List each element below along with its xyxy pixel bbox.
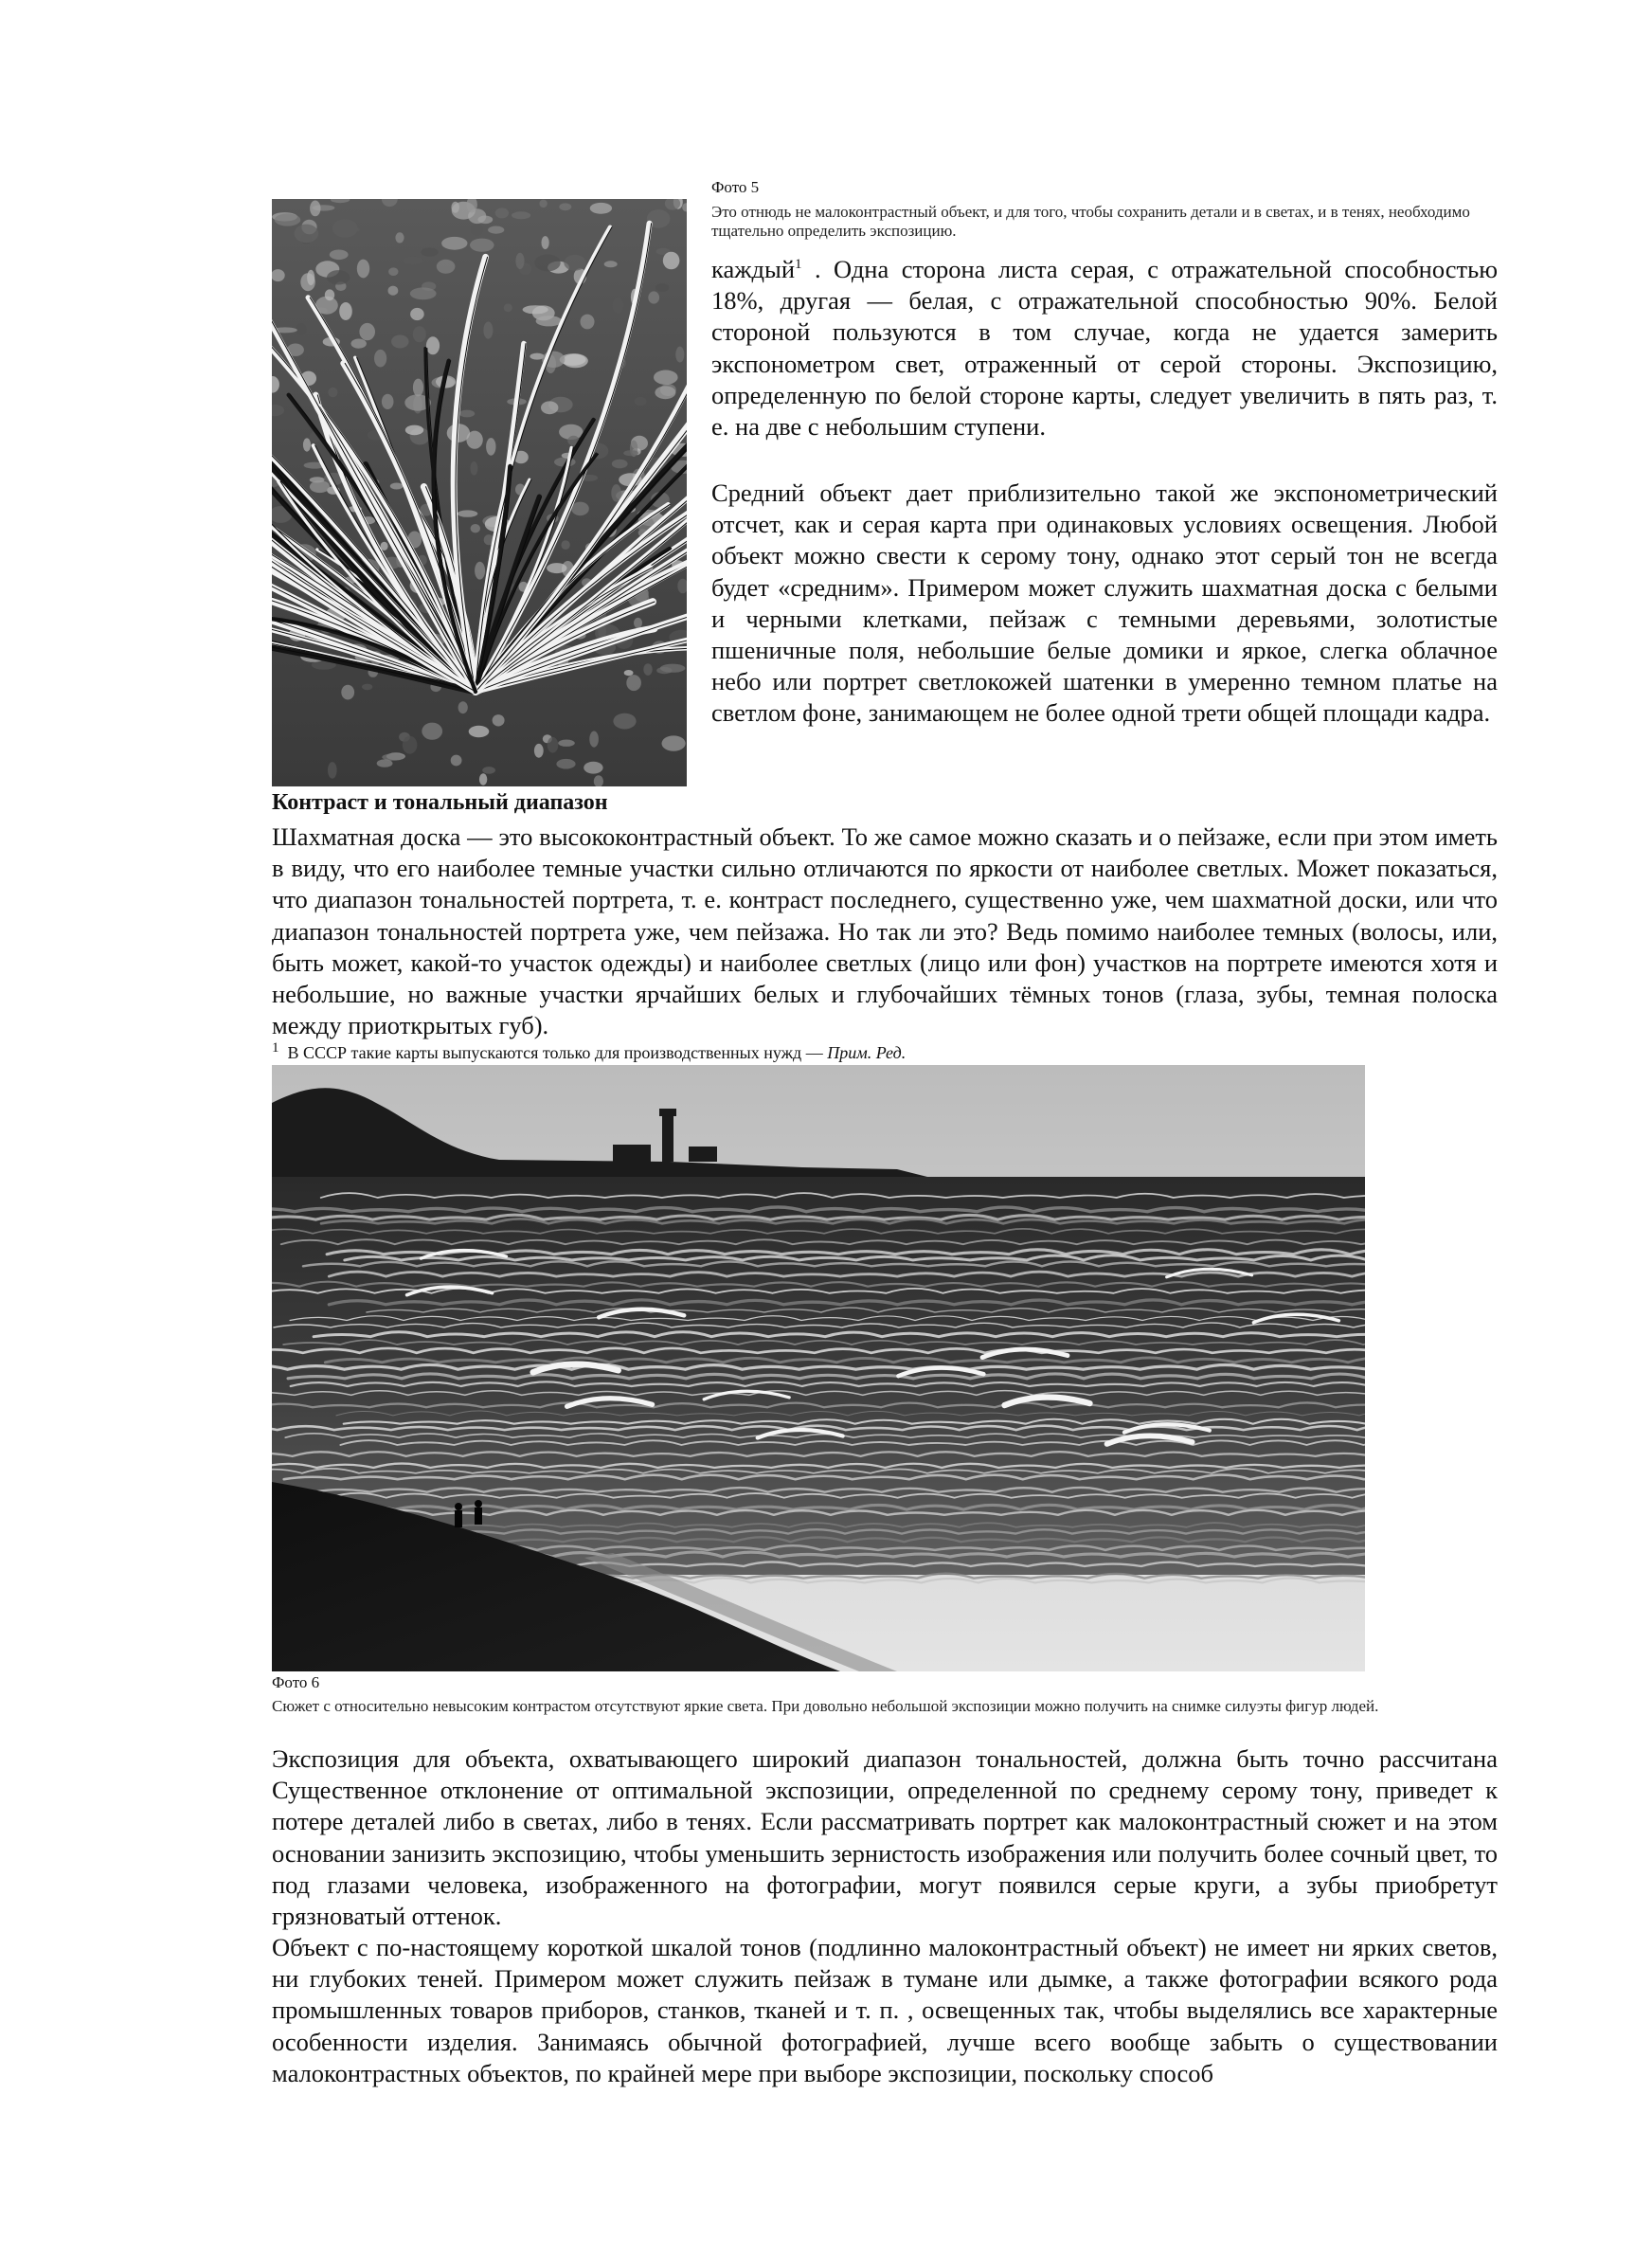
footnote-text: В СССР такие карты выпускаются только для производственных нужд — [287, 1043, 828, 1062]
photo-6-label: Фото 6 [272, 1673, 320, 1691]
section-paragraph: Шахматная доска — это высококонтрастный объект. То же самое можно сказать и о пейзаже, если при этом иметь в виду, что его наиболее темные участки сильно отличаются по яркости от наиболее светлых. Может показаться, что диапазон тональностей портрета, т. е. контраст последнего, существенно уже, чем шахматной доски, или что диапазон тональностей портрета уже, чем пейзажа. Но так ли это? Ведь помимо наиболее темных (волосы, или, быть может, какой-то участок одежды) и наиболее светлых (лицо или фон) участков на портрете имеются хотя и небольшие, но важные участки ярчайших белых и глубочайших тёмных тонов (глаза, зубы, темная полоска между приоткрытых губ). [272, 822, 1498, 1040]
para-1-first-word: каждый [711, 255, 796, 283]
photo-5-caption: Это отнюдь не малоконтрастный объект, и для того, чтобы сохранить детали и в светах, и в тенях, необходимо тщательно определить экспозицию. [711, 203, 1470, 240]
footnote-ref: 1 [795, 257, 802, 273]
right-column-para-2: Средний объект дает приблизительно такой же экспонометрический отсчет, как и серая карта при одинаковых условиях освещения. Любой объект можно свести к серому тону, однако этот серый тон не всегда будет «средним». Примером может служить шахматная доска с белыми и черными клетками, пейзаж с темными деревьями, золотистые пшеничные поля, небольшие белые домики и яркое, слегка облачное небо или портрет светлокожей шатенки в умеренно темном платье на светлом фоне, занимающем не более одной трети общей площади кадра. [711, 478, 1498, 728]
right-column-para-1 [711, 254, 1498, 442]
footnote [272, 1042, 1498, 1063]
footnote-italic: Прим. Ред. [827, 1043, 907, 1062]
footnote-mark: 1 [272, 1040, 279, 1056]
section-heading: Контраст и тональный диапазон [272, 790, 608, 815]
para-1-text: . Одна сторона листа серая, с отражательной способностью 18%, другая — белая, с отражательной способностью 90%. Белой стороной пользуются в том случае, когда не удается замерить экспонометром свет, отраженный от серой стороны. Экспозицию, определенную по белой стороне карты, следует увеличить в пять раз, т. е. на две с небольшим ступени. [711, 255, 1499, 442]
bottom-para-2: Объект с по-настоящему короткой шкалой тонов (подлинно малоконтрастный объект) не имеет ни ярких светов, ни глубоких теней. Примером может служить пейзаж в тумане или дымке, а также фотографии всякого рода промышленных товаров приборов, станков, тканей и т. п. , освещенных так, чтобы выделялись все характерные особенности изделия. Занимаясь обычной фотографией, лучше всего вообще забыть о существовании малоконтрастных объектов, по крайней мере при выборе экспозиции, поскольку способ [272, 1933, 1498, 2087]
photo-6-image [272, 1065, 1365, 1671]
lighthouse [662, 1114, 673, 1162]
photo-5-image [272, 199, 687, 786]
photo-5-label: Фото 5 [711, 178, 760, 196]
bottom-para-1: Экспозиция для объекта, охватывающего широкий диапазон тональностей, должна быть точно рассчитана Существенное отклонение от оптимальной экспозиции, определенной по среднему серому тону, приведет к потере деталей либо в светах, либо в тенях. Если рассматривать портрет как малоконтрастный сюжет и на этом основании занизить экспозицию, чтобы уменьшить зернистость изображения или получить более сочный цвет, то под глазами человека, изображенного на фотографии, могут появился серые круги, а зубы приобретут грязноватый оттенок. [272, 1744, 1498, 1931]
photo-6-caption: Сюжет с относительно невысоким контрастом отсутствуют яркие света. При довольно небольшой экспозиции можно получить на снимке силуэты фигур людей. [272, 1697, 1379, 1715]
